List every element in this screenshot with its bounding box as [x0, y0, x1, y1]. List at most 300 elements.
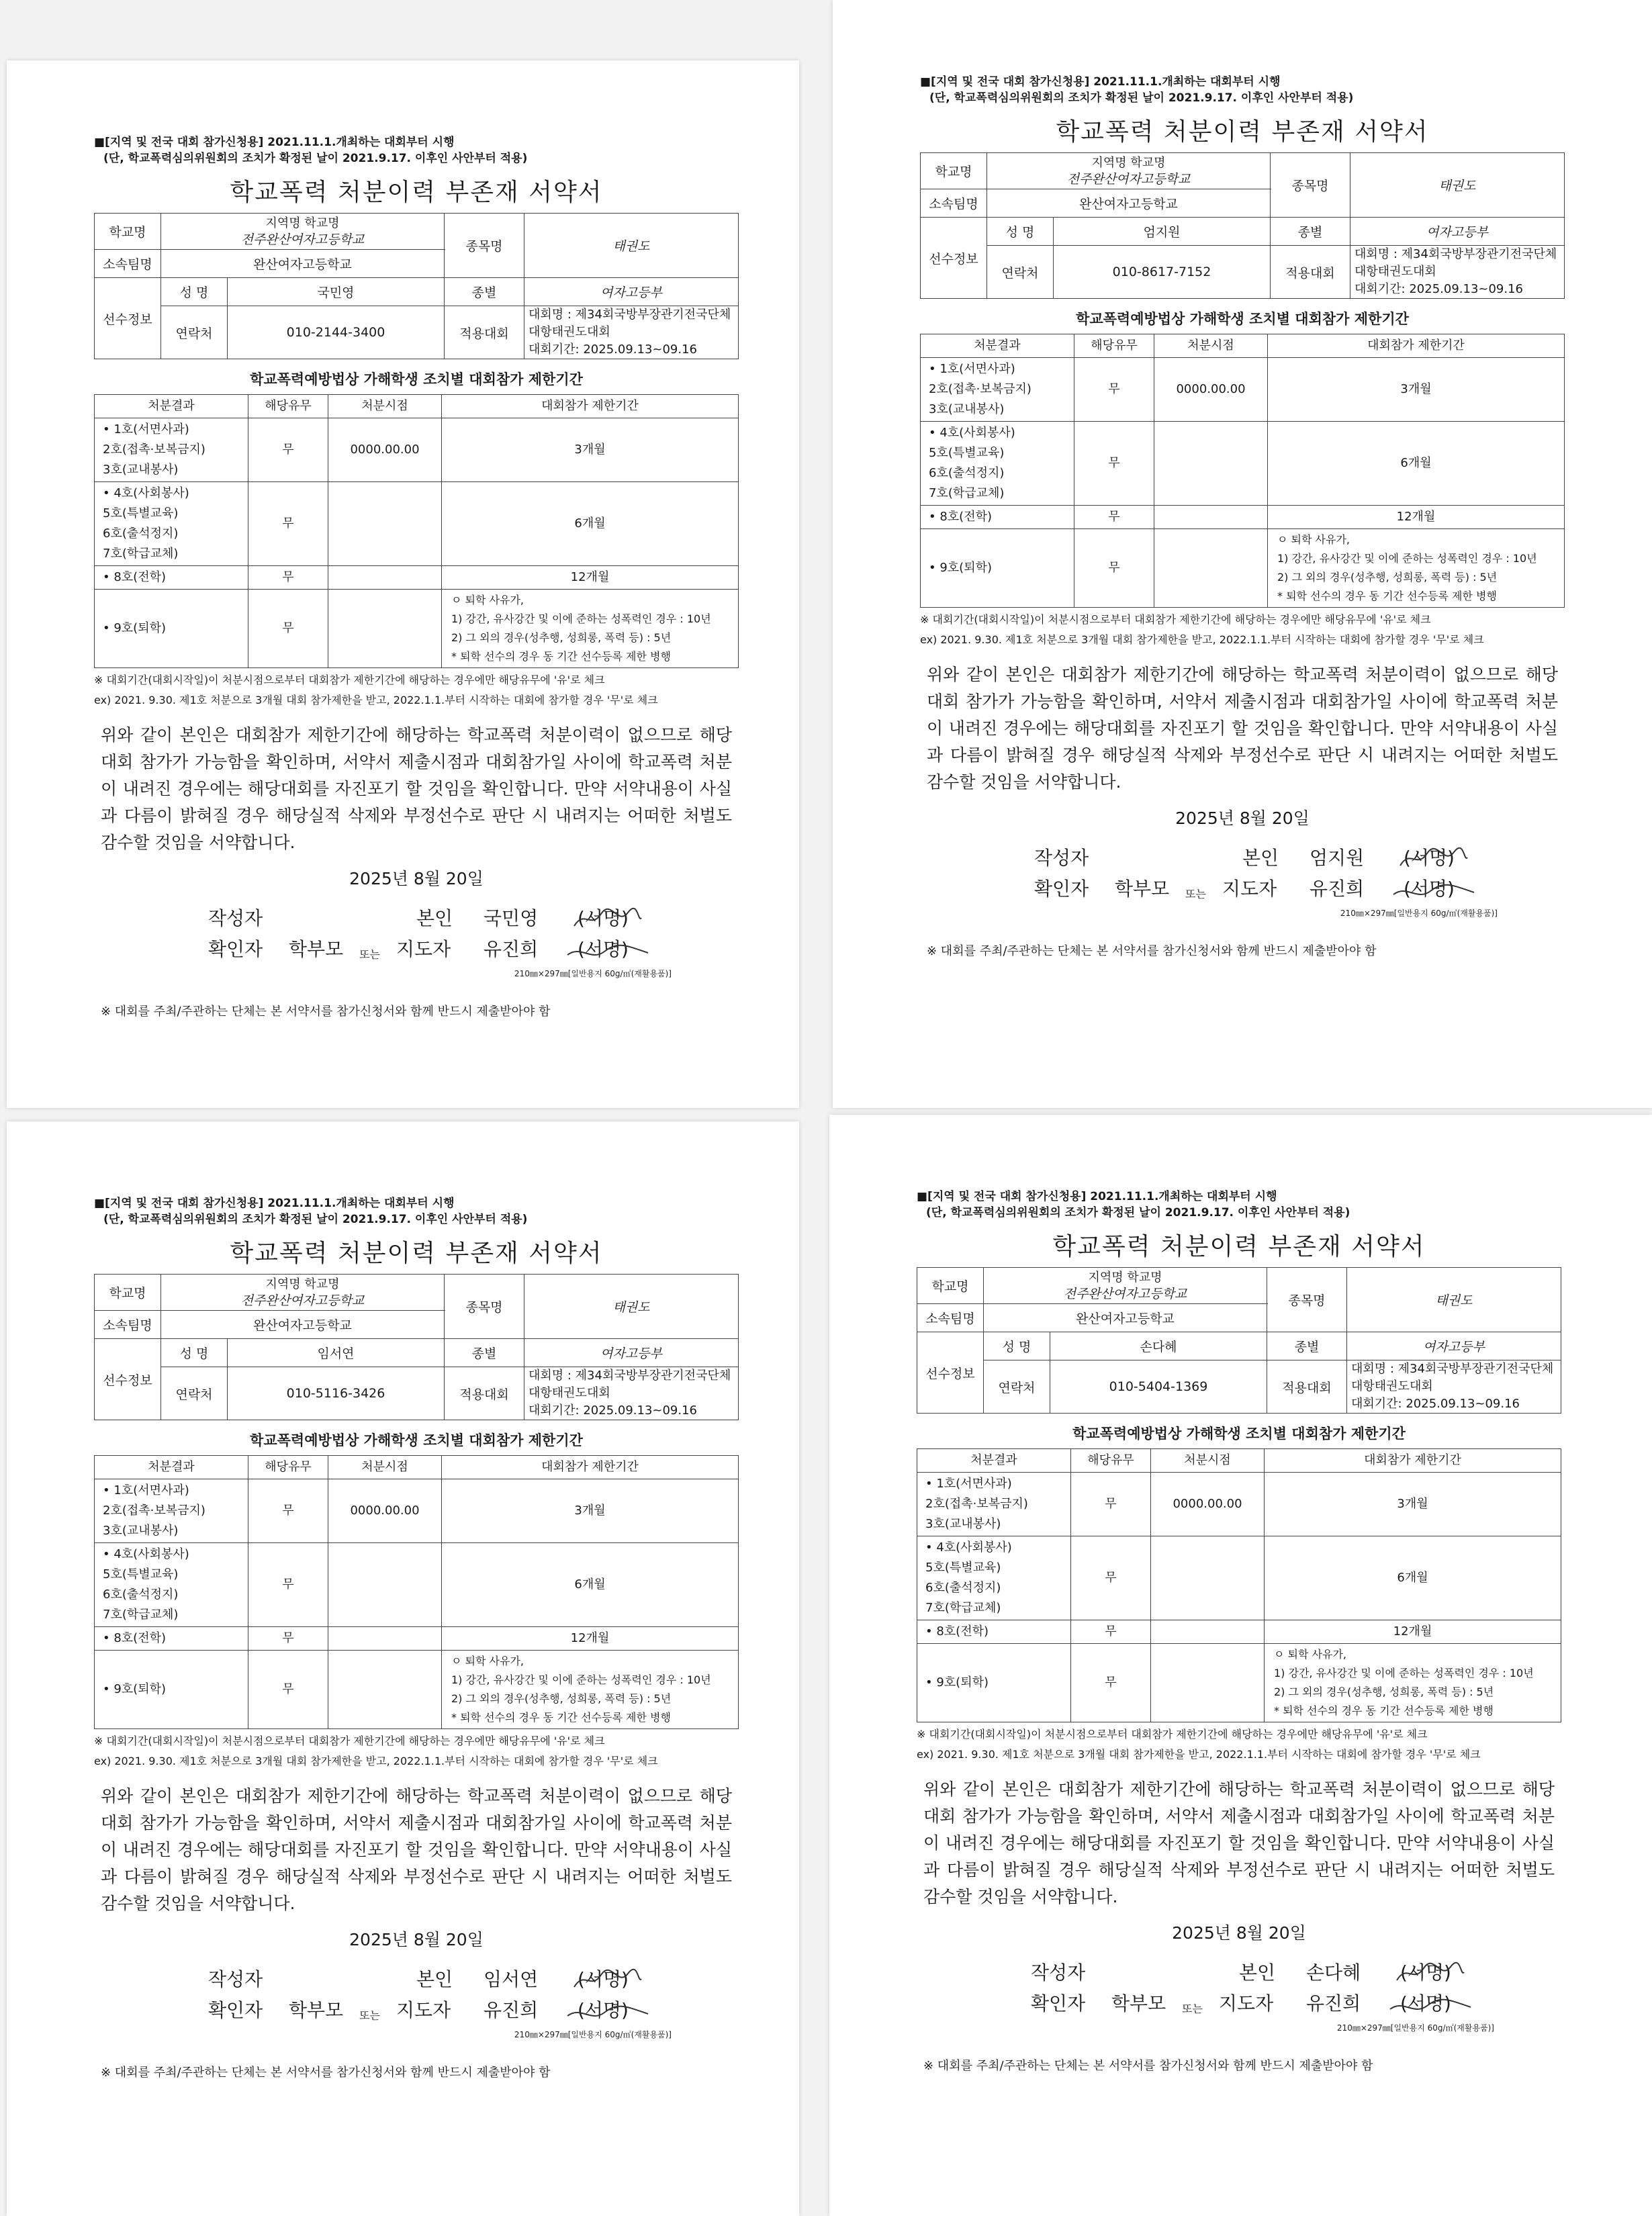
form-body — [94, 134, 739, 1019]
disposition-time: 0000.00.00 — [1154, 358, 1268, 422]
disposition-label: 6호(출석정지) — [103, 526, 179, 541]
player-name: 국민영 — [228, 278, 445, 306]
expulsion-period-cell — [442, 1651, 739, 1729]
disposition-label: 5호(특별교육) — [103, 1567, 179, 1581]
writer-row — [94, 1964, 739, 1995]
header-note: (단, 학교폭력심의위원회의 조치가 확정된 날이 2021.9.17. 이후인 사안부터 적용) — [103, 152, 528, 165]
restriction-period: 12개월 — [1268, 506, 1565, 529]
pledge-date: 2025년 8월 20일 — [349, 1930, 484, 1949]
table-row — [917, 1473, 1561, 1536]
disposition-label: 6호(출석정지) — [103, 1587, 179, 1602]
table-row — [95, 1627, 739, 1651]
expulsion-rule: ㅇ 퇴학 사유가, — [1274, 1648, 1346, 1661]
player-info-label: 선수정보 — [95, 278, 161, 359]
expulsion-period-cell — [1265, 1644, 1561, 1722]
school-label: 학교명 — [917, 1268, 984, 1304]
restrict-title: 학교폭력예방법상 가해학생 조치별 대회참가 제한기간 — [1076, 311, 1409, 327]
writer-signature-mark: (서명) — [1404, 847, 1455, 869]
col-header: 처분결과 — [921, 334, 1074, 358]
col-header: 처분시점 — [328, 1456, 442, 1479]
school-region-label: 지역명 학교명 — [1088, 1270, 1162, 1285]
expulsion-rule: ㅇ 퇴학 사유가, — [451, 1655, 524, 1667]
table-row — [917, 1620, 1561, 1644]
form-body — [94, 1195, 739, 2080]
competition-label: 적용대회 — [1271, 246, 1350, 299]
team-value: 완산여자고등학교 — [161, 1311, 445, 1339]
restriction-period: 6개월 — [442, 482, 739, 566]
confirmer-signature-mark: (서명) — [578, 938, 629, 960]
col-header: 처분결과 — [917, 1449, 1071, 1473]
confirmer-signature-mark: (서명) — [578, 1999, 629, 2021]
col-header: 대회참가 제한기간 — [1268, 334, 1565, 358]
table-row — [95, 566, 739, 590]
restriction-period: 6개월 — [1268, 422, 1565, 506]
consent-form-page-1 — [7, 60, 799, 1108]
division-label: 종별 — [445, 1339, 524, 1367]
writer-signature-mark: (서명) — [578, 907, 629, 929]
coach-label: 지도자 — [1219, 1992, 1274, 2015]
event-label: 종목명 — [1267, 1268, 1347, 1332]
expulsion-rule: 2) 그 외의 경우(성추행, 성희롱, 폭력 등) : 5년 — [1274, 1686, 1494, 1698]
table-row — [95, 1479, 739, 1543]
disposition-cell — [917, 1473, 1071, 1536]
disposition-time — [328, 482, 442, 566]
note-period: ※ 대회기간(대회시작일)이 처분시점으로부터 대회참가 제한기간에 해당하는 경우에만 해당유무에 '유'로 체크 — [917, 1728, 1428, 1741]
disposition-cell — [95, 590, 248, 668]
event-value: 태권도 — [524, 1275, 739, 1339]
header-note: (단, 학교폭력심의위원회의 조치가 확정된 날이 2021.9.17. 이후인 사안부터 적용) — [103, 1213, 528, 1226]
writer-signature-mark: (서명) — [1400, 1961, 1451, 1984]
confirmer-row — [917, 1988, 1561, 2019]
disposition-cell — [95, 1651, 248, 1729]
coach-label: 지도자 — [396, 1999, 451, 2021]
event-value: 태권도 — [1350, 153, 1565, 218]
applicable-value: 무 — [1074, 506, 1154, 529]
table-row — [921, 506, 1565, 529]
contact-label: 연락처 — [161, 306, 228, 359]
expulsion-period-cell — [442, 590, 739, 668]
applicable-value: 무 — [248, 482, 328, 566]
expulsion-rule: 2) 그 외의 경우(성추행, 성희롱, 폭력 등) : 5년 — [451, 631, 672, 644]
col-header: 해당유무 — [248, 395, 328, 418]
player-phone: 010-2144-3400 — [228, 306, 445, 359]
disposition-label: • 1호(서면사과) — [925, 1477, 1012, 1491]
school-label: 학교명 — [921, 153, 987, 189]
signature-scrawl-icon — [1397, 845, 1471, 872]
disposition-time: 0000.00.00 — [328, 418, 442, 482]
self-label: 본인 — [416, 907, 453, 929]
event-value: 태권도 — [1347, 1268, 1561, 1332]
parent-label: 학부모 — [1111, 1992, 1166, 2015]
restriction-table — [94, 394, 739, 668]
expulsion-rule: * 퇴학 선수의 경우 동 기간 선수등록 제한 병행 — [451, 650, 671, 663]
disposition-cell — [95, 1543, 248, 1627]
coach-label: 지도자 — [1222, 878, 1277, 900]
school-cell — [987, 153, 1271, 189]
header-notice: ■[지역 및 전국 대회 참가신청용] 2021.11.1.개최하는 대회부터 시행 — [94, 1197, 455, 1210]
disposition-label: • 8호(전학) — [103, 1631, 166, 1645]
expulsion-rule: 1) 강간, 유사강간 및 이에 준하는 성폭력인 경우 : 10년 — [451, 1673, 711, 1686]
disposition-cell — [95, 1627, 248, 1651]
team-label: 소속팀명 — [95, 1311, 161, 1339]
division-label: 종별 — [1267, 1332, 1347, 1360]
disposition-label: 7호(학급교체) — [103, 1608, 179, 1622]
player-phone: 010-5116-3426 — [228, 1367, 445, 1420]
paper-spec: 210㎜×297㎜[일반용지 60g/㎡(재활용품)] — [514, 2030, 672, 2039]
expulsion-rule: 1) 강간, 유사강간 및 이에 준하는 성폭력인 경우 : 10년 — [451, 612, 711, 625]
col-header: 처분시점 — [1154, 334, 1268, 358]
competition-period: 대회기간: 2025.09.13~09.16 — [529, 342, 698, 357]
expulsion-period-cell — [1268, 529, 1565, 608]
player-info-table — [94, 213, 739, 359]
disposition-label: 3호(교내봉사) — [925, 1517, 1001, 1531]
form-title: 학교폭력 처분이력 부존재 서약서 — [230, 1240, 603, 1267]
table-row — [95, 590, 739, 668]
table-row — [921, 529, 1565, 608]
confirmer-row — [920, 874, 1565, 905]
writer-name: 임서연 — [484, 1968, 539, 1990]
paper-spec: 210㎜×297㎜[일반용지 60g/㎡(재활용품)] — [1340, 909, 1498, 918]
disposition-label: • 4호(사회봉사) — [925, 1540, 1012, 1555]
table-row — [917, 1644, 1561, 1722]
contact-label: 연락처 — [984, 1360, 1050, 1414]
disposition-cell — [95, 1479, 248, 1543]
contact-label: 연락처 — [987, 246, 1054, 299]
team-value: 완산여자고등학교 — [984, 1304, 1267, 1332]
expulsion-rule: 1) 강간, 유사강간 및 이에 준하는 성폭력인 경우 : 10년 — [1274, 1667, 1534, 1679]
school-region-label: 지역명 학교명 — [1091, 155, 1166, 170]
expulsion-rule: ㅇ 퇴학 사유가, — [451, 594, 524, 606]
header-note: (단, 학교폭력심의위원회의 조치가 확정된 날이 2021.9.17. 이후인 사안부터 적용) — [929, 91, 1354, 105]
note-period: ※ 대회기간(대회시작일)이 처분시점으로부터 대회참가 제한기간에 해당하는 경우에만 해당유무에 '유'로 체크 — [94, 674, 605, 686]
writer-label: 작성자 — [208, 1968, 263, 1990]
confirmer-signature-mark: (서명) — [1400, 1992, 1451, 2015]
disposition-label: 2호(접촉·보복금지) — [929, 382, 1031, 396]
table-row — [917, 1536, 1561, 1620]
disposition-label: 5호(특별교육) — [103, 506, 179, 520]
consent-form-page-3 — [7, 1121, 799, 2216]
disposition-cell — [921, 529, 1074, 608]
competition-cell — [1350, 246, 1565, 299]
applicable-value: 무 — [1071, 1644, 1151, 1722]
restriction-table — [917, 1448, 1561, 1722]
player-info-table — [917, 1267, 1561, 1414]
disposition-label: 7호(학급교체) — [925, 1601, 1001, 1615]
expulsion-rule: * 퇴학 선수의 경우 동 기간 선수등록 제한 병행 — [1274, 1704, 1494, 1717]
coach-name: 유진희 — [484, 938, 539, 960]
applicable-value: 무 — [248, 590, 328, 668]
or-label: 또는 — [359, 2009, 380, 2022]
writer-name: 손다혜 — [1306, 1961, 1361, 1984]
disposition-cell — [95, 482, 248, 566]
school-name: 전주완산여자고등학교 — [240, 232, 365, 247]
pledge-date: 2025년 8월 20일 — [1172, 1923, 1306, 1943]
applicable-value: 무 — [248, 1543, 328, 1627]
disposition-cell — [95, 566, 248, 590]
applicable-value: 무 — [1074, 529, 1154, 608]
contact-label: 연락처 — [161, 1367, 228, 1420]
expulsion-rule: 1) 강간, 유사강간 및 이에 준하는 성폭력인 경우 : 10년 — [1277, 552, 1537, 565]
header-note: (단, 학교폭력심의위원회의 조치가 확정된 날이 2021.9.17. 이후인 사안부터 적용) — [926, 1206, 1350, 1219]
confirmer-label: 확인자 — [1034, 878, 1089, 900]
coach-label: 지도자 — [396, 938, 451, 960]
event-label: 종목명 — [1271, 153, 1350, 218]
competition-name: 대회명 : 제34회국방부장관기전국단체대항태권도대회 — [1351, 1362, 1554, 1393]
disposition-label: • 9호(퇴학) — [925, 1675, 989, 1690]
competition-cell — [524, 306, 739, 359]
restriction-period: 12개월 — [442, 1627, 739, 1651]
col-header: 처분결과 — [95, 395, 248, 418]
col-header: 대회참가 제한기간 — [1265, 1449, 1561, 1473]
header-notice: ■[지역 및 전국 대회 참가신청용] 2021.11.1.개최하는 대회부터 시행 — [94, 136, 455, 149]
writer-row — [94, 903, 739, 934]
restriction-period: 3개월 — [442, 418, 739, 482]
disposition-label: • 8호(전학) — [929, 510, 992, 524]
competition-period: 대회기간: 2025.09.13~09.16 — [529, 1403, 698, 1418]
signature-scrawl-icon — [564, 1999, 651, 2026]
name-label: 성 명 — [161, 1339, 228, 1367]
disposition-label: • 8호(전학) — [925, 1624, 989, 1638]
player-phone: 010-5404-1369 — [1050, 1360, 1267, 1414]
competition-period: 대회기간: 2025.09.13~09.16 — [1351, 1397, 1520, 1411]
col-header: 해당유무 — [248, 1456, 328, 1479]
note-example: ex) 2021. 9.30. 제1호 처분으로 3개월 대회 참가제한을 받고, 2022.1.1.부터 시작하는 대회에 참가할 경우 '무'로 체크 — [920, 633, 1484, 646]
name-label: 성 명 — [161, 278, 228, 306]
restriction-period: 12개월 — [442, 566, 739, 590]
note-period: ※ 대회기간(대회시작일)이 처분시점으로부터 대회참가 제한기간에 해당하는 경우에만 해당유무에 '유'로 체크 — [94, 1735, 605, 1747]
division-value: 여자고등부 — [524, 278, 739, 306]
disposition-label: • 4호(사회봉사) — [103, 1547, 189, 1561]
disposition-label: • 1호(서면사과) — [929, 362, 1015, 376]
expulsion-rule: 2) 그 외의 경우(성추행, 성희롱, 폭력 등) : 5년 — [451, 1692, 672, 1705]
disposition-time: 0000.00.00 — [328, 1479, 442, 1543]
expulsion-rule: * 퇴학 선수의 경우 동 기간 선수등록 제한 병행 — [451, 1711, 671, 1724]
header-notice: ■[지역 및 전국 대회 참가신청용] 2021.11.1.개최하는 대회부터 시행 — [920, 75, 1281, 89]
name-label: 성 명 — [984, 1332, 1050, 1360]
applicable-value: 무 — [248, 418, 328, 482]
division-label: 종별 — [1271, 218, 1350, 246]
player-name: 손다혜 — [1050, 1332, 1267, 1360]
coach-name: 유진희 — [1306, 1992, 1361, 2015]
player-name: 엄지원 — [1054, 218, 1271, 246]
table-row — [95, 482, 739, 566]
disposition-time — [1151, 1536, 1265, 1620]
signature-scrawl-icon — [1393, 1960, 1467, 1987]
disposition-label: 2호(접촉·보복금지) — [925, 1497, 1028, 1511]
event-label: 종목명 — [445, 214, 524, 278]
pledge-text: 위와 같이 본인은 대회참가 제한기간에 해당하는 학교폭력 처분이력이 없으므로 해당 대회 참가가 가능함을 확인하며, 서약서 제출시점과 대회참가일 사이에 학교폭력 처분이 내려진 경우에는 해당대회를 자진포기 할 것임을 확인합니다. 만약 서약내용이 사실과 다름이 밝혀질 경우 해당실적 삭제와 부정선수로 판단 시 내려지는 어떠한 처벌도 감수할 것임을 서약합니다. — [923, 1780, 1555, 1906]
disposition-cell — [917, 1620, 1071, 1644]
signature-scrawl-icon — [1387, 1992, 1474, 2019]
disposition-label: 2호(접촉·보복금지) — [103, 1504, 205, 1518]
school-label: 학교명 — [95, 214, 161, 250]
disposition-cell — [95, 418, 248, 482]
applicable-value: 무 — [1071, 1620, 1151, 1644]
disposition-label: • 4호(사회봉사) — [103, 486, 189, 500]
disposition-label: 5호(특별교육) — [925, 1561, 1001, 1575]
disposition-label: • 9호(퇴학) — [103, 1682, 166, 1696]
school-cell — [161, 1275, 445, 1311]
player-info-table — [920, 152, 1565, 299]
col-header: 대회참가 제한기간 — [442, 1456, 739, 1479]
confirmer-row — [94, 1995, 739, 2026]
disposition-label: • 4호(사회봉사) — [929, 426, 1015, 440]
school-cell — [161, 214, 445, 250]
applicable-value: 무 — [1071, 1536, 1151, 1620]
applicable-value: 무 — [1074, 422, 1154, 506]
team-label: 소속팀명 — [921, 189, 987, 218]
school-cell — [984, 1268, 1267, 1304]
disposition-cell — [921, 422, 1074, 506]
disposition-time — [1151, 1620, 1265, 1644]
disposition-time: 0000.00.00 — [1151, 1473, 1265, 1536]
confirmer-label: 확인자 — [1031, 1992, 1086, 2015]
table-row — [95, 418, 739, 482]
consent-form-page-4 — [829, 1115, 1652, 2216]
school-name: 전주완산여자고등학교 — [1063, 1286, 1187, 1301]
disposition-label: 3호(교내봉사) — [103, 1524, 179, 1538]
applicable-value: 무 — [1071, 1473, 1151, 1536]
pledge-text: 위와 같이 본인은 대회참가 제한기간에 해당하는 학교폭력 처분이력이 없으므로 해당 대회 참가가 가능함을 확인하며, 서약서 제출시점과 대회참가일 사이에 학교폭력 처분이 내려진 경우에는 해당대회를 자진포기 할 것임을 확인합니다. 만약 서약내용이 사실과 다름이 밝혀질 경우 해당실적 삭제와 부정선수로 판단 시 내려지는 어떠한 처벌도 감수할 것임을 서약합니다. — [101, 1786, 732, 1913]
restrict-title: 학교폭력예방법상 가해학생 조치별 대회참가 제한기간 — [250, 1432, 583, 1448]
writer-row — [917, 1957, 1561, 1988]
note-period: ※ 대회기간(대회시작일)이 처분시점으로부터 대회참가 제한기간에 해당하는 경우에만 해당유무에 '유'로 체크 — [920, 613, 1431, 626]
disposition-time — [1154, 529, 1268, 608]
disposition-label: • 9호(퇴학) — [103, 621, 166, 635]
disposition-time — [328, 590, 442, 668]
restriction-period: 3개월 — [1265, 1473, 1561, 1536]
parent-label: 학부모 — [289, 1999, 344, 2021]
restriction-period: 12개월 — [1265, 1620, 1561, 1644]
disposition-label: 5호(특별교육) — [929, 446, 1005, 460]
writer-name: 엄지원 — [1310, 847, 1365, 869]
disposition-cell — [917, 1536, 1071, 1620]
restriction-period: 6개월 — [1265, 1536, 1561, 1620]
disposition-time — [328, 566, 442, 590]
disposition-time — [328, 1651, 442, 1729]
division-value: 여자고등부 — [524, 1339, 739, 1367]
school-label: 학교명 — [95, 1275, 161, 1311]
disposition-label: • 9호(퇴학) — [929, 561, 992, 575]
disposition-label: 3호(교내봉사) — [929, 402, 1005, 416]
col-header: 해당유무 — [1071, 1449, 1151, 1473]
parent-label: 학부모 — [289, 938, 344, 960]
restriction-period: 6개월 — [442, 1543, 739, 1627]
expulsion-rule: 2) 그 외의 경우(성추행, 성희롱, 폭력 등) : 5년 — [1277, 571, 1498, 584]
parent-label: 학부모 — [1115, 878, 1170, 900]
team-label: 소속팀명 — [95, 250, 161, 278]
confirmer-signature-mark: (서명) — [1404, 878, 1455, 900]
disposition-label: • 1호(서면사과) — [103, 422, 189, 436]
disposition-label: 7호(학급교체) — [103, 547, 179, 561]
restrict-title: 학교폭력예방법상 가해학생 조치별 대회참가 제한기간 — [250, 371, 583, 387]
disposition-time — [1154, 506, 1268, 529]
table-row — [921, 358, 1565, 422]
coach-name: 유진희 — [484, 1999, 539, 2021]
player-info-label: 선수정보 — [95, 1339, 161, 1420]
pledge-date: 2025년 8월 20일 — [1175, 809, 1310, 828]
form-body — [917, 1189, 1561, 2074]
expulsion-rule: ㅇ 퇴학 사유가, — [1277, 533, 1350, 546]
restrict-title: 학교폭력예방법상 가해학생 조치별 대회참가 제한기간 — [1072, 1426, 1406, 1442]
competition-label: 적용대회 — [445, 306, 524, 359]
division-label: 종별 — [445, 278, 524, 306]
player-name: 임서연 — [228, 1339, 445, 1367]
expulsion-rule: * 퇴학 선수의 경우 동 기간 선수등록 제한 병행 — [1277, 590, 1497, 602]
or-label: 또는 — [1182, 2002, 1203, 2015]
school-name: 전주완산여자고등학교 — [1066, 171, 1191, 187]
school-region-label: 지역명 학교명 — [265, 1277, 340, 1291]
form-title: 학교폭력 처분이력 부존재 서약서 — [230, 179, 603, 206]
applicable-value: 무 — [1074, 358, 1154, 422]
coach-name: 유진희 — [1310, 878, 1365, 900]
competition-period: 대회기간: 2025.09.13~09.16 — [1355, 282, 1524, 296]
writer-label: 작성자 — [208, 907, 263, 929]
disposition-cell — [921, 506, 1074, 529]
restriction-period: 3개월 — [442, 1479, 739, 1543]
form-title: 학교폭력 처분이력 부존재 서약서 — [1052, 1233, 1426, 1260]
header-notice: ■[지역 및 전국 대회 참가신청용] 2021.11.1.개최하는 대회부터 시행 — [917, 1190, 1277, 1203]
disposition-time — [328, 1543, 442, 1627]
writer-signature-mark: (서명) — [578, 1968, 629, 1990]
submission-footnote: ※ 대회를 주최/주관하는 단체는 본 서약서를 참가신청서와 함께 반드시 제출받아야 함 — [923, 2059, 1373, 2073]
writer-row — [920, 843, 1565, 874]
col-header: 해당유무 — [1074, 334, 1154, 358]
self-label: 본인 — [1239, 1961, 1276, 1984]
writer-label: 작성자 — [1034, 847, 1089, 869]
competition-name: 대회명 : 제34회국방부장관기전국단체대항태권도대회 — [529, 1369, 731, 1400]
submission-footnote: ※ 대회를 주최/주관하는 단체는 본 서약서를 참가신청서와 함께 반드시 제출받아야 함 — [927, 944, 1377, 958]
note-example: ex) 2021. 9.30. 제1호 처분으로 3개월 대회 참가제한을 받고, 2022.1.1.부터 시작하는 대회에 참가할 경우 '무'로 체크 — [917, 1748, 1481, 1761]
disposition-label: 7호(학급교체) — [929, 486, 1005, 500]
col-header: 처분시점 — [1151, 1449, 1265, 1473]
disposition-label: • 1호(서면사과) — [103, 1483, 189, 1497]
competition-cell — [1347, 1360, 1561, 1414]
table-row — [95, 1651, 739, 1729]
submission-footnote: ※ 대회를 주최/주관하는 단체는 본 서약서를 참가신청서와 함께 반드시 제출받아야 함 — [101, 2066, 551, 2080]
school-name: 전주완산여자고등학교 — [240, 1293, 365, 1308]
player-info-label: 선수정보 — [917, 1332, 984, 1414]
school-region-label: 지역명 학교명 — [265, 216, 340, 230]
player-info-table — [94, 1274, 739, 1420]
disposition-time — [1151, 1644, 1265, 1722]
player-info-label: 선수정보 — [921, 218, 987, 299]
applicable-value: 무 — [248, 1479, 328, 1543]
signature-scrawl-icon — [571, 1967, 645, 1994]
player-phone: 010-8617-7152 — [1054, 246, 1271, 299]
team-value: 완산여자고등학교 — [161, 250, 445, 278]
table-row — [921, 422, 1565, 506]
disposition-label: 3호(교내봉사) — [103, 463, 179, 477]
self-label: 본인 — [416, 1968, 453, 1990]
col-header: 처분결과 — [95, 1456, 248, 1479]
restriction-table — [94, 1455, 739, 1729]
competition-label: 적용대회 — [445, 1367, 524, 1420]
paper-spec: 210㎜×297㎜[일반용지 60g/㎡(재활용품)] — [1336, 2023, 1494, 2033]
team-label: 소속팀명 — [917, 1304, 984, 1332]
writer-name: 국민영 — [484, 907, 539, 929]
note-example: ex) 2021. 9.30. 제1호 처분으로 3개월 대회 참가제한을 받고, 2022.1.1.부터 시작하는 대회에 참가할 경우 '무'로 체크 — [94, 694, 658, 706]
signature-scrawl-icon — [1390, 878, 1477, 905]
note-example: ex) 2021. 9.30. 제1호 처분으로 3개월 대회 참가제한을 받고, 2022.1.1.부터 시작하는 대회에 참가할 경우 '무'로 체크 — [94, 1755, 658, 1767]
disposition-label: 6호(출석정지) — [929, 466, 1005, 480]
writer-label: 작성자 — [1031, 1961, 1086, 1984]
consent-form-page-2 — [833, 0, 1652, 1108]
applicable-value: 무 — [248, 1627, 328, 1651]
applicable-value: 무 — [248, 1651, 328, 1729]
or-label: 또는 — [359, 948, 380, 961]
competition-name: 대회명 : 제34회국방부장관기전국단체대항태권도대회 — [1355, 247, 1557, 279]
